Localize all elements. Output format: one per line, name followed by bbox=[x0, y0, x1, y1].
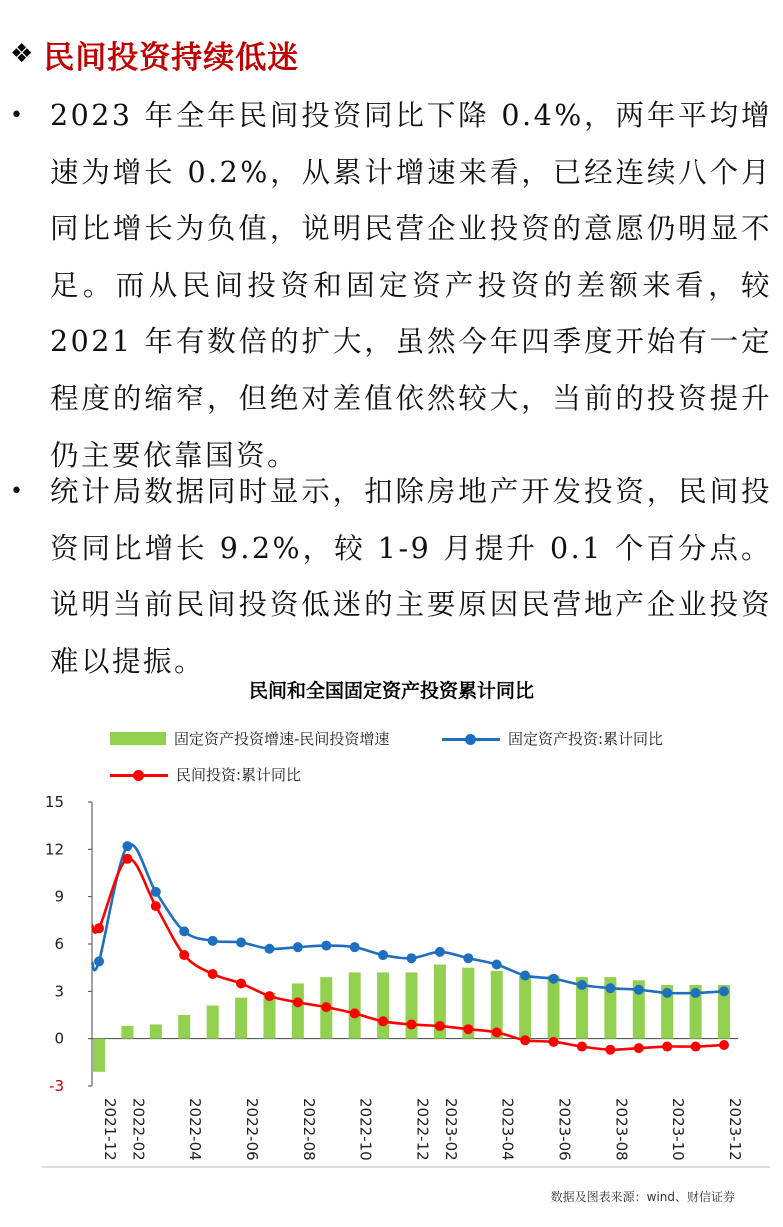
private-point bbox=[634, 1043, 644, 1053]
x-tick-label: 2023-04 bbox=[498, 1098, 517, 1161]
bar bbox=[519, 976, 531, 1039]
x-tick-label: 2022-04 bbox=[186, 1098, 205, 1161]
y-tick-label: 6 bbox=[54, 935, 64, 953]
fai-point bbox=[549, 974, 559, 984]
private-point bbox=[293, 997, 303, 1007]
legend-item-diff bbox=[110, 728, 389, 749]
private-point bbox=[719, 1040, 729, 1050]
bar bbox=[548, 976, 560, 1039]
private-point bbox=[463, 1024, 473, 1034]
private-point bbox=[492, 1027, 502, 1037]
fai-point bbox=[662, 988, 672, 998]
private-point bbox=[94, 923, 104, 933]
x-tick-label: 2022-08 bbox=[299, 1098, 318, 1161]
fai-point bbox=[208, 936, 218, 946]
y-tick-label: 15 bbox=[44, 793, 64, 811]
x-tick-label: 2022-02 bbox=[129, 1098, 148, 1161]
fai-point bbox=[236, 937, 246, 947]
x-tick-label: 2021-12 bbox=[101, 1098, 119, 1161]
legend-line-swatch-blue bbox=[442, 732, 500, 746]
x-tick-label: 2023-08 bbox=[612, 1098, 631, 1161]
bar bbox=[93, 1039, 105, 1072]
diamond-bullet-icon: ❖ bbox=[10, 39, 34, 69]
private-point bbox=[122, 854, 132, 864]
private-point bbox=[236, 978, 246, 988]
bullet-dot-icon: • bbox=[10, 103, 23, 128]
legend-bar-swatch bbox=[110, 732, 166, 745]
fai-point bbox=[577, 980, 587, 990]
private-point bbox=[662, 1042, 672, 1052]
y-tick-label: 3 bbox=[54, 982, 64, 1001]
y-tick-label: 0 bbox=[54, 1029, 64, 1048]
private-point bbox=[549, 1037, 559, 1047]
fai-point bbox=[94, 956, 104, 966]
investment-chart bbox=[0, 780, 783, 1180]
private-point bbox=[378, 1016, 388, 1026]
legend-label: 固定资产投资:累计同比 bbox=[508, 730, 664, 748]
fai-point bbox=[719, 986, 729, 996]
private-point bbox=[520, 1035, 530, 1045]
x-tick-label: 2023-10 bbox=[669, 1098, 688, 1161]
x-tick-label: 2023-02 bbox=[441, 1098, 460, 1161]
bar bbox=[235, 998, 247, 1039]
fai-point bbox=[435, 947, 445, 957]
data-source-note: 数据及图表来源：wind、财信证券 bbox=[550, 1190, 735, 1204]
legend-item-fai bbox=[442, 728, 663, 749]
fai-series-line bbox=[92, 844, 724, 993]
y-tick-label: 12 bbox=[44, 840, 64, 859]
private-point bbox=[350, 1008, 360, 1018]
fai-point bbox=[691, 988, 701, 998]
bullet-dot-icon: • bbox=[10, 479, 23, 504]
bar bbox=[150, 1024, 162, 1038]
private-point bbox=[407, 1019, 417, 1029]
fai-point bbox=[520, 971, 530, 981]
fai-point bbox=[605, 983, 615, 993]
fai-point bbox=[179, 926, 189, 936]
bar bbox=[292, 983, 304, 1038]
private-point bbox=[151, 901, 161, 911]
fai-point bbox=[634, 985, 644, 995]
chart-title: 民间和全国固定资产投资累计同比 bbox=[248, 680, 534, 702]
private-point bbox=[435, 1021, 445, 1031]
private-point bbox=[179, 950, 189, 960]
legend-label: 民间投资:累计同比 bbox=[176, 766, 302, 784]
chart-legend bbox=[0, 726, 783, 786]
private-point bbox=[691, 1042, 701, 1052]
section-heading bbox=[10, 28, 299, 80]
private-point bbox=[264, 991, 274, 1001]
fai-point bbox=[407, 953, 417, 963]
x-tick-label: 2022-06 bbox=[243, 1098, 262, 1161]
paragraph-text: 统计局数据同时显示，扣除房地产开发投资，民间投资同比增长 9.2%，较 1-9 月提升 0.1 个百分点。说明当前民间投资低迷的主要原因民营地产企业投资难以提振。 bbox=[50, 475, 772, 678]
bar bbox=[207, 1006, 219, 1039]
fai-point bbox=[122, 841, 132, 851]
y-tick-label: 9 bbox=[54, 887, 64, 906]
x-tick-label: 2022-10 bbox=[356, 1098, 375, 1161]
paragraph-text: 2023 年全年民间投资同比下降 0.4%，两年平均增速为增长 0.2%，从累计增速来看，已经连续八个月同比增长为负值，说明民营企业投资的意愿仍明显不足。而从民间投资和固定资产投资的差额来看，较 2021 年有数倍的扩大，虽然今年四季度开始有一定程度的缩窄，但绝对差值依然较大，当前的投资提升仍主要依靠国资。 bbox=[50, 99, 772, 472]
x-tick-label: 2022-12 bbox=[413, 1098, 432, 1161]
fai-point bbox=[151, 887, 161, 897]
bar bbox=[349, 972, 361, 1038]
private-point bbox=[321, 1002, 331, 1012]
private-point bbox=[577, 1042, 587, 1052]
y-tick-label: -3 bbox=[49, 1077, 64, 1095]
section-title: 民间投资持续低迷 bbox=[43, 39, 300, 76]
bar bbox=[178, 1015, 190, 1039]
legend-label: 固定资产投资增速-民间投资增速 bbox=[174, 730, 390, 748]
private-point bbox=[605, 1045, 615, 1055]
fai-point bbox=[293, 942, 303, 952]
fai-point bbox=[492, 960, 502, 970]
fai-point bbox=[350, 942, 360, 952]
x-tick-label: 2023-12 bbox=[726, 1098, 744, 1161]
fai-point bbox=[321, 941, 331, 951]
private-point bbox=[208, 969, 218, 979]
bar bbox=[377, 972, 389, 1038]
fai-point bbox=[264, 944, 274, 954]
fai-point bbox=[463, 953, 473, 963]
bar bbox=[121, 1026, 133, 1039]
x-tick-label: 2023-06 bbox=[555, 1098, 574, 1161]
fai-point bbox=[378, 950, 388, 960]
